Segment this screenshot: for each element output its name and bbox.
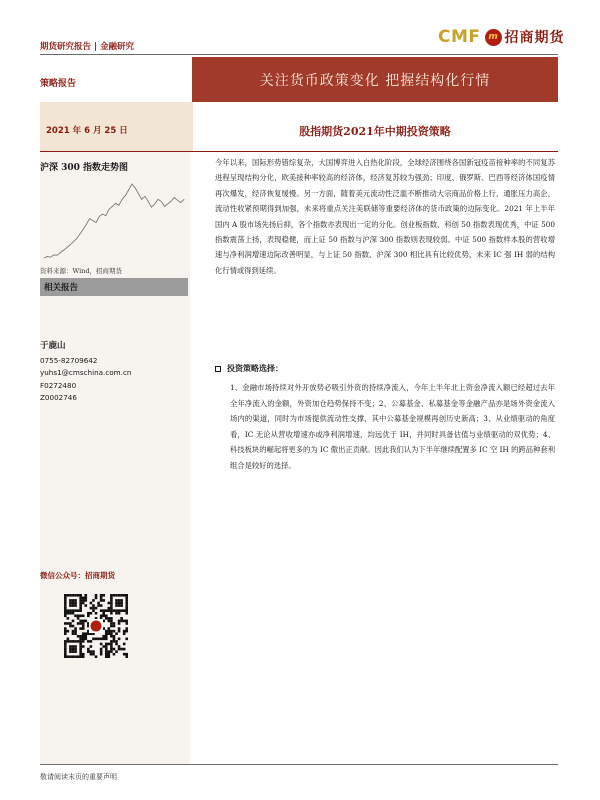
logo-chinese: 招商期货 [504, 30, 565, 46]
report-category: 策略报告 [40, 79, 77, 89]
related-reports-label: 相关报告 [44, 283, 79, 293]
analyst-license-2: Z0002746 [40, 392, 77, 402]
analyst-email[interactable]: yuhs1@cmschina.com.cn [40, 368, 132, 378]
index-point [112, 206, 113, 207]
checkbox-bullet-icon [215, 366, 221, 372]
analyst-name: 于鹿山 [40, 341, 66, 351]
qr-code-icon [64, 594, 128, 658]
index-point [158, 199, 159, 200]
index-point [171, 201, 172, 202]
intro-paragraph [215, 155, 555, 278]
index-point [122, 199, 123, 200]
index-point [141, 199, 142, 200]
index-point [99, 216, 100, 217]
index-point [148, 201, 149, 202]
index-point [128, 189, 129, 190]
index-point [174, 197, 175, 198]
index-point [135, 187, 136, 188]
index-point [76, 238, 77, 239]
index-point [96, 222, 97, 223]
date-band [40, 102, 193, 151]
index-chart-svg [40, 174, 188, 264]
index-point [92, 220, 93, 221]
strategy-heading [215, 363, 283, 374]
index-point [70, 244, 71, 245]
index-point [115, 203, 116, 204]
index-point [63, 250, 64, 251]
index-point [132, 184, 133, 185]
index-point [47, 256, 48, 257]
index-point [73, 241, 74, 242]
index-point [109, 209, 110, 210]
related-reports-band [40, 278, 188, 296]
index-point [164, 206, 165, 207]
top-divider [40, 54, 558, 55]
chart-title: 沪深 300 指数走势图 [40, 163, 129, 173]
index-point [89, 218, 90, 219]
analyst-contact [40, 340, 131, 404]
index-point [44, 258, 45, 259]
report-date: 2021 年 6 月 25 日 [46, 126, 128, 136]
chart-source: 资料来源：Wind，招商期货 [40, 267, 122, 275]
index-point [60, 252, 61, 253]
index-point [53, 255, 54, 256]
title-banner [192, 57, 558, 102]
intro-text: 今年以来，国际形势错综复杂，大国博弈进入白热化阶段，全球经济围绕各国新冠疫苗接种率的不同复苏进程呈现结构分化，欧美接种率较高的经济体，经济复苏较为强劲；印度、俄罗斯、巴西等经济体国疫情再次爆发，经济恢复缓慢。另一方面，随着美元流动性泛滥不断推动大宗商品价格上行，通胀压力高企，流动性收紧预期得到加强，未来将重点关注美联储等重要经济体的货币政策的边际变化。2021 年上半年国内 A 股市场先扬后抑，各个指数亦表现出一定的分化。创业板指数、科创 50 指数表现优秀，中证 500 指数震荡上扬，表现稳健，而上证 50 指数与沪深 300 指数则表现较弱。中证 500 指数样本股的营收增速与净利润增速边际改善明显，与上证 50 指数、沪深 300 相比具有比较优势，未来 IC 强 IH 弱的结构化行情或得到延续。 [215, 158, 555, 275]
index-point [83, 229, 84, 230]
logo-latin: CMF [438, 27, 481, 47]
index-point [57, 255, 58, 256]
strategy-paragraph: 1、金融市场持续对外开放势必吸引外资的持续净流入，今年上半年北上资金净流入额已经超过去年全年净流入的金额，外资加仓趋势保持不变；2、公募基金、私募基金等金融产品亦是场外资金流入场内的渠道，同时为市场提供流动性支撑，其中公募基金规模再创历史新高；3、从业绩驱动的角度看，IC 无论从营收增速亦或净利润增速，均远优于 IH，并同时具备估值与业绩驱动的双优势；4、科技板块的崛起将更多的为 IC 傲出正贡献。因此我们认为下半年继续配置多 IC 空 IH 的跨品种套利组合是较好的选择。 [230, 383, 555, 470]
banner-title: 关注货币政策变化 把握结构化行情 [259, 73, 491, 89]
report-type-header: 期货研究报告 | 金融研究 [40, 42, 135, 52]
index-chart [40, 174, 188, 264]
index-point [118, 205, 119, 206]
index-point [184, 199, 185, 200]
index-point [102, 214, 103, 215]
index-point [125, 195, 126, 196]
index-point [50, 257, 51, 258]
footer-divider [40, 764, 558, 765]
index-point [154, 204, 155, 205]
index-point [177, 200, 178, 201]
index-point [79, 234, 80, 235]
logo-mark-icon: m [485, 29, 502, 46]
index-point [145, 196, 146, 197]
wechat-label: 微信公众号：招商期货 [40, 571, 115, 580]
index-point [105, 215, 106, 216]
qr-code-svg [64, 594, 128, 658]
company-logo [438, 26, 565, 48]
index-point [86, 224, 87, 225]
analyst-license-1: F0272480 [40, 380, 77, 390]
index-point [161, 201, 162, 202]
index-point [66, 247, 67, 248]
analyst-phone: 0755-82709642 [40, 356, 98, 366]
index-line [44, 184, 184, 258]
footer-disclaimer: 敬请阅读末页的重要声明 [40, 773, 117, 781]
report-subtitle: 股指期货2021年中期投资策略 [299, 125, 451, 138]
index-point [151, 207, 152, 208]
strategy-heading-text: 投资策略选择： [227, 363, 283, 373]
index-point [180, 202, 181, 203]
index-point [167, 204, 168, 205]
index-point [138, 193, 139, 194]
